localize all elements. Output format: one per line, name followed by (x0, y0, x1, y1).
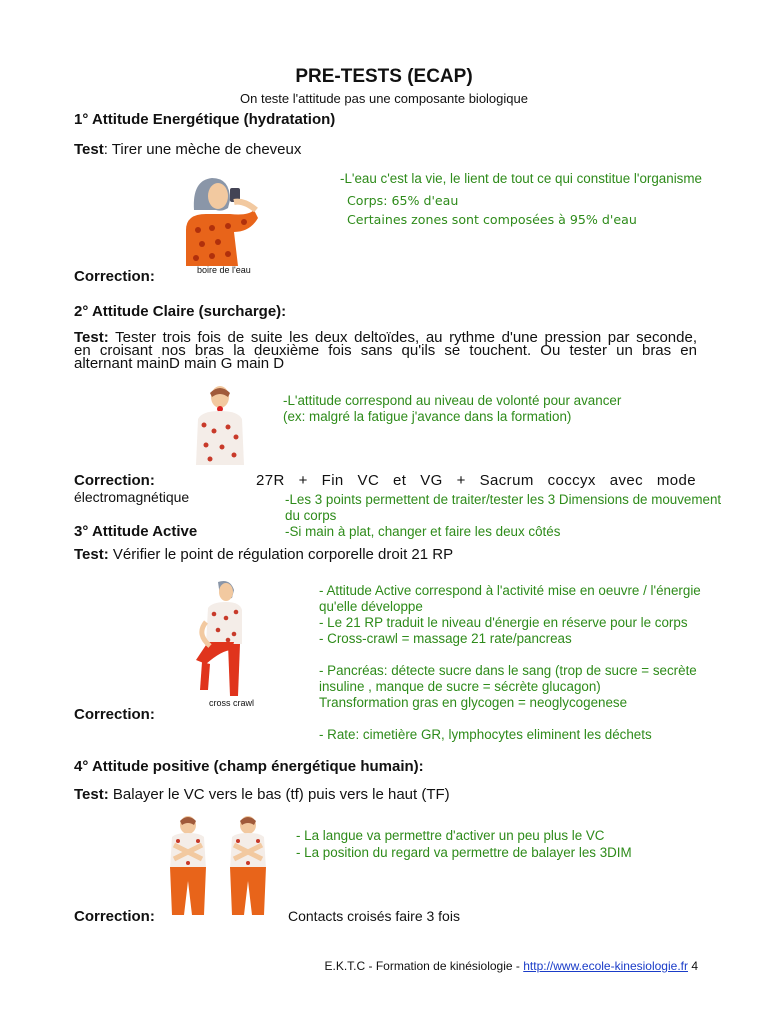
test-label: Test: (74, 329, 109, 346)
section2-correction-text-2: électromagnétique (74, 489, 190, 505)
crossed-arms-illustration (158, 815, 280, 915)
section1-heading: 1° Attitude Energétique (hydratation) (74, 111, 336, 128)
section3-note-5: - Pancréas: détecte sucre dans le sang (trop de sucre = secrète (319, 663, 697, 678)
section2-note-5: -Si main à plat, changer et faire les deux côtés (285, 524, 561, 539)
standing-person-illustration (188, 385, 254, 465)
section2-note-4: du corps (285, 508, 337, 523)
page-number: 4 (687, 959, 698, 973)
section2-note-3: -Les 3 points permettent de traiter/tester les 3 Dimensions de mouvement (285, 492, 722, 507)
section1-test (74, 141, 301, 158)
section3-note-1: - Attitude Active correspond à l'activité mise en oeuvre / l'énergie (319, 583, 701, 598)
section2-correction: Correction: (74, 472, 155, 489)
section1-note-3: Certaines zones sont composées à 95% d'eau (347, 212, 637, 227)
section2-heading: 2° Attitude Claire (surcharge): (74, 303, 287, 320)
section3-test: Test: Vérifier le point de régulation corporelle droit 21 RP (74, 546, 454, 563)
section3-note-6: insuline , manque de sucre = sécrète glucagon) (319, 679, 601, 694)
page-subtitle: On teste l'attitude pas une composante biologique (240, 91, 528, 106)
section4-note-2: - La position du regard va permettre de balayer les 3DIM (296, 845, 632, 860)
cross-crawl-caption: cross crawl (209, 698, 255, 708)
section4-note-1: - La langue va permettre d'activer un peu plus le VC (296, 828, 605, 843)
section3-correction: Correction: (74, 706, 155, 723)
section4-correction-text: Contacts croisés faire 3 fois (288, 908, 460, 924)
test-label: Test: (74, 546, 109, 563)
section2-note-2: (ex: malgré la fatigue j'avance dans la formation) (283, 409, 572, 424)
section2-note-1: -L'attitude correspond au niveau de volonté pour avancer (283, 393, 622, 408)
section2-correction-text: 27R + Fin VC et VG + Sacrum coccyx avec mode (256, 472, 696, 489)
section4-test: Test: Balayer le VC vers le bas (tf) puis vers le haut (TF) (74, 786, 450, 803)
section4-correction: Correction: (74, 908, 155, 925)
website-link[interactable]: http://www.ecole-kinesiologie.fr (523, 959, 688, 973)
section2-test-line-1: Test: Tester trois fois de suite les deux deltoïdes, au rythme d'une pression par seconde, (74, 329, 697, 346)
section1-note-2: Corps: 65% d'eau (347, 193, 459, 208)
section1-correction: Correction: (74, 268, 155, 285)
section3-note-8: - Rate: cimetière GR, lymphocytes eliminent les déchets (319, 727, 652, 742)
section2-test-line-2: en croisant nos bras la deuxième fois sans qu'ils se touchent. Ou tester un bras en (74, 342, 697, 359)
test-label: Test: (74, 786, 109, 803)
drinking-caption: boire de l'eau (197, 265, 251, 275)
section2-test-line-3: alternant mainD main G main D (74, 355, 285, 372)
drinking-water-illustration (172, 170, 268, 266)
section1-note-1: -L'eau c'est la vie, le lient de tout ce qui constitue l'organisme (340, 171, 702, 186)
cross-crawl-illustration (192, 578, 254, 702)
section3-heading: 3° Attitude Active (74, 523, 198, 540)
section4-heading: 4° Attitude positive (champ énergétique humain): (74, 758, 424, 775)
section3-note-4: - Cross-crawl = massage 21 rate/pancreas (319, 631, 572, 646)
section3-note-3: - Le 21 RP traduit le niveau d'énergie en réserve pour le corps (319, 615, 688, 630)
section3-note-7: Transformation gras en glycogen = neoglycogenese (319, 695, 628, 710)
section1-test-text: : Tirer une mèche de cheveux (103, 141, 302, 158)
section3-note-2: qu'elle développe (319, 599, 423, 614)
test-label: Test (74, 141, 104, 158)
page-footer: E.K.T.C - Formation de kinésiologie - http://www.ecole-kinesiologie.fr 4 (324, 959, 698, 973)
page-title: PRE-TESTS (ECAP) (295, 66, 473, 87)
